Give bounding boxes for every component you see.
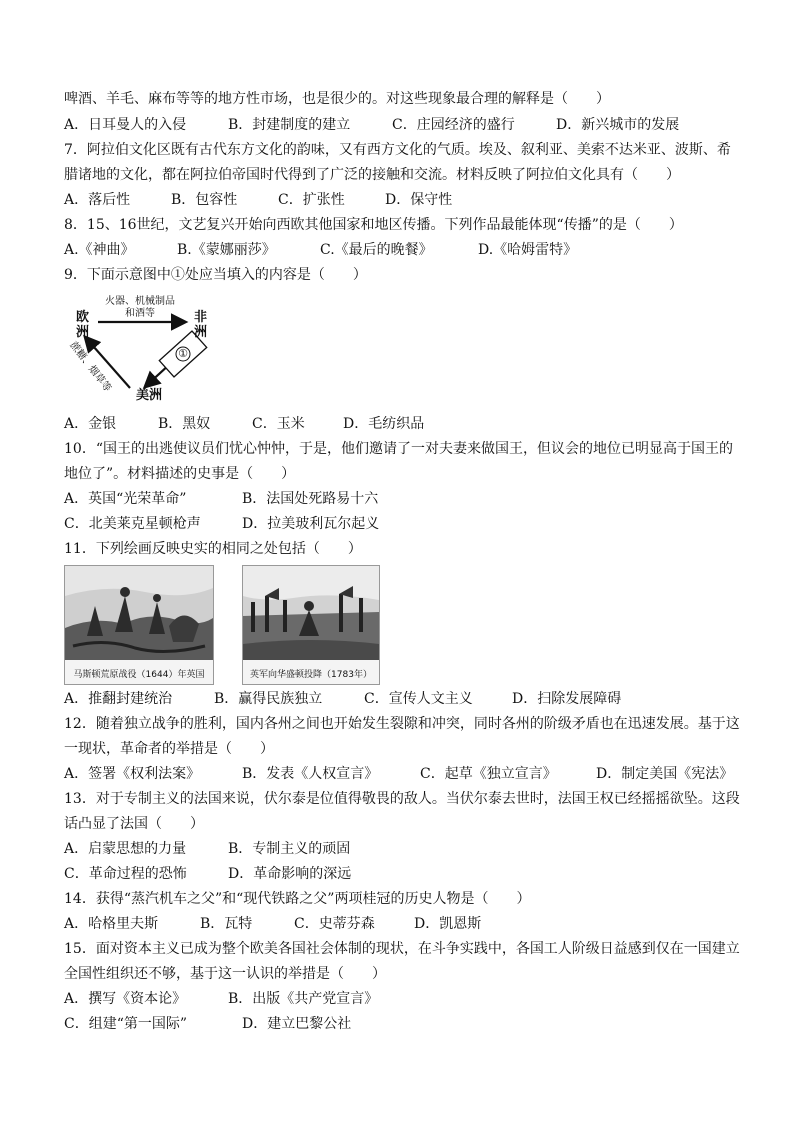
q13-option-b[interactable]: B．专制主义的顽固 — [228, 841, 351, 857]
right-painting-caption: 英军向华盛顿投降（1783年） — [250, 670, 372, 680]
q15-option-d[interactable]: D．建立巴黎公社 — [242, 1016, 352, 1032]
q10-options-row2 — [64, 512, 744, 537]
q6-option-b[interactable]: B．封建制度的建立 — [228, 117, 351, 133]
left-painting-caption: 马斯顿荒原战役（1644）年英国 — [73, 670, 205, 680]
q6-options — [64, 113, 744, 138]
q11-option-b[interactable]: B．赢得民族独立 — [214, 691, 323, 707]
q7-option-d[interactable]: D．保守性 — [385, 192, 453, 208]
q14-option-d[interactable]: D．凯恩斯 — [414, 916, 482, 932]
q7-stem-2: 腊诸地的文化，都在阿拉伯帝国时代得到了广泛的接触和交流。材料反映了阿拉伯文化具有（ ） — [64, 167, 680, 183]
battle-painting-image — [65, 566, 213, 660]
q6-option-d[interactable]: D．新兴城市的发展 — [556, 117, 680, 133]
q12-option-a[interactable]: A．签署《权利法案》 — [64, 766, 201, 782]
q8-option-a[interactable]: A.《神曲》 — [64, 242, 135, 258]
q12-options — [64, 762, 744, 787]
q15-option-b[interactable]: B．出版《共产党宣言》 — [228, 991, 379, 1007]
q9-option-d[interactable]: D．毛纺织品 — [343, 416, 425, 432]
q7-options — [64, 188, 744, 213]
q15-options-row1 — [64, 987, 744, 1012]
q13-options-row1 — [64, 837, 744, 862]
q11-option-d[interactable]: D．扫除发展障碍 — [512, 691, 622, 707]
q14-option-b[interactable]: B．瓦特 — [200, 916, 253, 932]
q8-option-b[interactable]: B.《蒙娜丽莎》 — [177, 242, 276, 258]
q11-option-c[interactable]: C．宣传人文主义 — [364, 691, 473, 707]
q15-option-a[interactable]: A．撰写《资本论》 — [64, 991, 187, 1007]
q10-option-c[interactable]: C．北美莱克星顿枪声 — [64, 516, 201, 532]
q9-option-a[interactable]: A．金银 — [64, 416, 117, 432]
q10-stem-1: 10．“国王的出逃使议员们忧心忡忡，于是，他们邀请了一对夫妻来做国王，但议会的地位已明显高于国王的 — [64, 441, 733, 457]
q9-options — [64, 412, 744, 437]
q13-option-a[interactable]: A．启蒙思想的力量 — [64, 841, 187, 857]
q8-stem: 8．15、16世纪，文艺复兴开始向西欧其他国家和地区传播。下列作品最能体现“传播”的是（ ） — [64, 217, 683, 233]
painting-yorktown-surrender — [242, 565, 380, 685]
q15-options-row2 — [64, 1012, 744, 1037]
q12-option-d[interactable]: D．制定美国《宪法》 — [596, 766, 734, 782]
europe-label: 欧洲 — [76, 310, 90, 340]
america-label: 美洲 — [136, 388, 163, 403]
q14-option-c[interactable]: C．史蒂芬森 — [294, 916, 375, 932]
africa-label: 非洲 — [194, 310, 208, 340]
q12-option-b[interactable]: B．发表《人权宣言》 — [242, 766, 379, 782]
q12-stem-2: 一现状，革命者的举措是（ ） — [64, 741, 274, 757]
q14-stem: 14．获得“蒸汽机车之父”和“现代铁路之父”两项桂冠的历史人物是（ ） — [64, 891, 531, 907]
q14-option-a[interactable]: A．哈格里夫斯 — [64, 916, 159, 932]
q8-options — [64, 238, 744, 263]
q7-stem-1: 7．阿拉伯文化区既有古代东方文化的韵味，又有西方文化的气质。埃及、叙利亚、美索不达米亚、波斯、希 — [64, 142, 731, 158]
q15-stem-2: 全国性组织还不够，基于这一认识的举措是（ ） — [64, 966, 386, 982]
q8-option-d[interactable]: D.《哈姆雷特》 — [478, 242, 578, 258]
q6-option-a[interactable]: A．日耳曼人的入侵 — [64, 117, 187, 133]
q10-options-row1 — [64, 487, 744, 512]
q13-stem-2: 话凸显了法国（ ） — [64, 816, 204, 832]
q9-stem: 9．下面示意图中①处应当填入的内容是（ ） — [64, 267, 367, 283]
q15-option-c[interactable]: C．组建“第一国际” — [64, 1016, 188, 1032]
q10-option-d[interactable]: D．拉美玻利瓦尔起义 — [242, 516, 380, 532]
q9-option-c[interactable]: C．玉米 — [252, 416, 305, 432]
q10-stem-2: 地位了”。材料描述的史事是（ ） — [64, 466, 296, 482]
q6-option-c[interactable]: C．庄园经济的盛行 — [392, 117, 515, 133]
q10-option-b[interactable]: B．法国处死路易十六 — [242, 491, 379, 507]
surrender-painting-image — [243, 566, 379, 660]
q7-option-a[interactable]: A．落后性 — [64, 192, 131, 208]
painting-marston-moor — [64, 565, 214, 685]
q8-option-c[interactable]: C.《最后的晚餐》 — [320, 242, 433, 258]
q10-option-a[interactable]: A．英国“光荣革命” — [64, 491, 187, 507]
q11-stem: 11．下列绘画反映史实的相同之处包括（ ） — [64, 541, 362, 557]
q13-option-d[interactable]: D．革命影响的深远 — [228, 866, 352, 882]
q13-option-c[interactable]: C．革命过程的恐怖 — [64, 866, 187, 882]
q15-stem-1: 15．面对资本主义已成为整个欧美各国社会体制的现状，在斗争实践中，各国工人阶级日益感到仅在一国建立 — [64, 941, 740, 957]
q11-option-a[interactable]: A．推翻封建统治 — [64, 691, 173, 707]
top-arrow-label: 火器、机械制品和酒等 — [105, 296, 175, 319]
q6-stem-tail: 啤酒、羊毛、麻布等等的地方性市场，也是很少的。对这些现象最合理的解释是（ ） — [64, 91, 610, 107]
q14-options — [64, 912, 744, 937]
q12-option-c[interactable]: C．起草《独立宣言》 — [420, 766, 557, 782]
blank-marker: ① — [178, 347, 188, 360]
q7-option-b[interactable]: B．包容性 — [171, 192, 238, 208]
left-arrow-label: 蔗糖、烟草等 — [67, 340, 113, 395]
q7-option-c[interactable]: C．扩张性 — [278, 192, 345, 208]
q13-stem-1: 13．对于专制主义的法国来说，伏尔泰是位值得敬畏的敌人。当伏尔泰去世时，法国王权已经摇摇欲坠。这段 — [64, 791, 740, 807]
trade-triangle-diagram — [64, 292, 224, 404]
q13-options-row2 — [64, 862, 744, 887]
q12-stem-1: 12．随着独立战争的胜利，国内各州之间也开始发生裂隙和冲突，同时各州的阶级矛盾也在迅速发展。基于这 — [64, 716, 740, 732]
q9-option-b[interactable]: B．黑奴 — [158, 416, 211, 432]
q11-options — [64, 687, 744, 712]
